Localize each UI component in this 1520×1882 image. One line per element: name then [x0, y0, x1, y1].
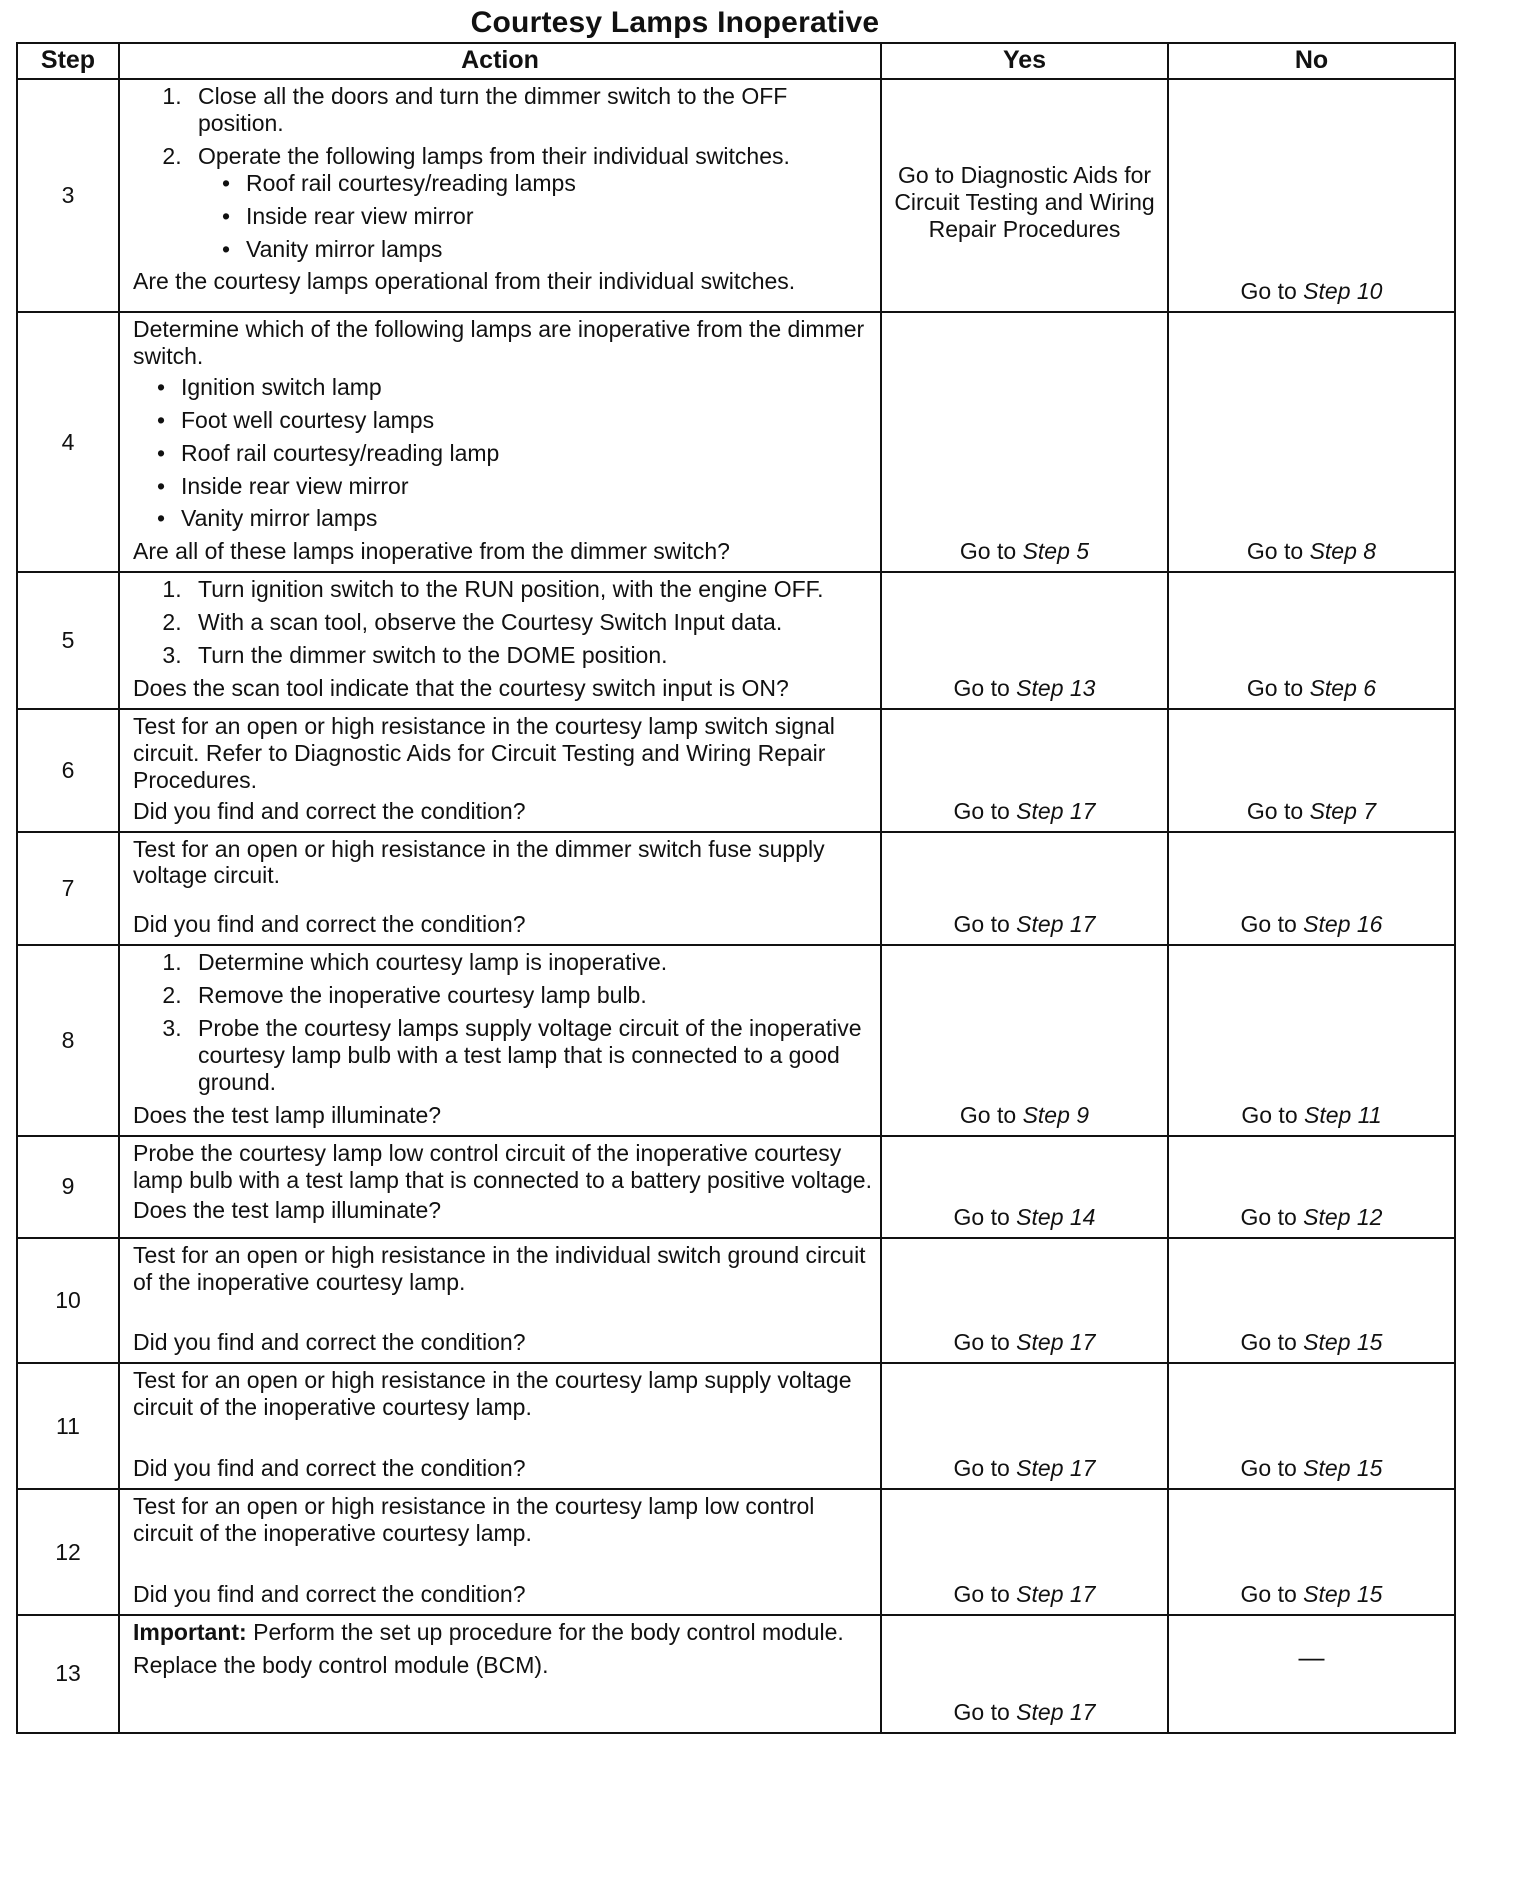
- goto-prefix: Go to: [953, 1329, 1017, 1356]
- action-cell: [119, 312, 881, 572]
- list-item-text: Vanity mirror lamps: [246, 235, 443, 262]
- step-reference: Step 17: [1016, 1580, 1096, 1607]
- no-cell: [1168, 945, 1455, 1135]
- action-cell: [119, 945, 881, 1135]
- header-yes: Yes: [881, 43, 1168, 79]
- list-item-text: Inside rear view mirror: [246, 202, 474, 229]
- table-header-row: [17, 43, 1455, 79]
- step-number: 13: [17, 1615, 119, 1733]
- question-text: Did you find and correct the condition?: [133, 1580, 526, 1607]
- step-number: 5: [17, 572, 119, 709]
- bullet-icon: •: [222, 235, 231, 262]
- action-text: Test for an open or high resistance in the dimmer switch fuse supply voltage circuit.: [133, 835, 825, 889]
- step-reference: Step 17: [1016, 1329, 1096, 1356]
- no-cell: [1168, 572, 1455, 709]
- step-reference: Step 17: [1016, 797, 1096, 824]
- bullet-icon: •: [157, 505, 166, 532]
- table-row: [17, 312, 1455, 572]
- list-item-text: Ignition switch lamp: [181, 373, 382, 400]
- list-item: [133, 440, 872, 467]
- list-item-text: Inside rear view mirror: [181, 472, 409, 499]
- table-row: [17, 1489, 1455, 1615]
- step-number: 6: [17, 709, 119, 832]
- step-reference: Step 17: [1016, 1455, 1096, 1482]
- question-text: Does the scan tool indicate that the courtesy switch input is ON?: [133, 674, 789, 701]
- yes-cell: [881, 945, 1168, 1135]
- step-reference: Step 17: [1016, 1698, 1096, 1725]
- question-text: Does the test lamp illuminate?: [133, 1197, 442, 1224]
- diagnostic-table: [16, 42, 1456, 1734]
- goto-prefix: Go to: [1240, 1455, 1304, 1482]
- list-item-text: Vanity mirror lamps: [181, 505, 378, 532]
- no-cell: [1168, 1489, 1455, 1615]
- no-cell: [1168, 79, 1455, 312]
- table-row: [17, 1238, 1455, 1364]
- bullet-list: [198, 170, 872, 263]
- no-cell: [1168, 1238, 1455, 1364]
- yes-cell: Go to Diagnostic Aids for Circuit Testing and Wiring Repair Procedures: [881, 79, 1168, 312]
- bullet-icon: •: [157, 472, 166, 499]
- bullet-list: [133, 374, 872, 533]
- goto-prefix: Go to: [1241, 1101, 1305, 1128]
- step-reference: Step 14: [1016, 1203, 1096, 1230]
- list-item: 1. Close all the doors and turn the dimmer switch to the OFF position.: [188, 83, 872, 137]
- action-cell: [119, 709, 881, 832]
- no-cell: [1168, 1136, 1455, 1238]
- question-text: Are the courtesy lamps operational from their individual switches.: [133, 268, 796, 295]
- goto-prefix: Go to: [1240, 911, 1304, 938]
- table-row: [17, 79, 1455, 312]
- goto-prefix: Go to: [953, 797, 1017, 824]
- goto-prefix: Go to: [959, 1101, 1023, 1128]
- yes-cell: [881, 572, 1168, 709]
- list-item: 1. Turn ignition switch to the RUN position, with the engine OFF.: [188, 576, 872, 603]
- action-cell: [119, 832, 881, 946]
- step-reference: Step 12: [1303, 1203, 1383, 1230]
- table-row: [17, 1136, 1455, 1238]
- action-cell: [119, 1136, 881, 1238]
- question-text: Did you find and correct the condition?: [133, 1329, 526, 1356]
- table-row: [17, 709, 1455, 832]
- page-title: Courtesy Lamps Inoperative: [470, 6, 880, 39]
- action-cell: [119, 79, 881, 312]
- yes-cell: [881, 1238, 1168, 1364]
- important-note: [133, 1619, 872, 1646]
- goto-prefix: Go to: [1240, 1329, 1304, 1356]
- numbered-list: [133, 83, 872, 262]
- action-text: Test for an open or high resistance in the courtesy lamp switch signal circuit. Refer to Diagnostic Aids for Circuit Testing and Wiring Repair Procedures.: [133, 712, 835, 793]
- important-text: Perform the set up procedure for the body control module.: [246, 1618, 844, 1645]
- step-number: 8: [17, 945, 119, 1135]
- question-text: Does the test lamp illuminate?: [133, 1101, 442, 1128]
- action-text: Probe the courtesy lamp low control circuit of the inoperative courtesy lamp bulb with a test lamp that is connected to a battery positive voltage.: [133, 1139, 872, 1193]
- numbered-list: [133, 949, 872, 1096]
- bullet-icon: •: [157, 439, 166, 466]
- no-cell: —: [1168, 1615, 1455, 1733]
- list-item: 1. Determine which courtesy lamp is inoperative.: [188, 949, 872, 976]
- question-text: Did you find and correct the condition?: [133, 1455, 526, 1482]
- list-item: [198, 236, 872, 263]
- question-text: Did you find and correct the condition?: [133, 797, 526, 824]
- yes-cell: [881, 1136, 1168, 1238]
- step-reference: Step 6: [1309, 674, 1377, 701]
- step-reference: Step 5: [1022, 538, 1090, 565]
- list-item: [188, 143, 872, 263]
- list-item: [198, 203, 872, 230]
- goto-prefix: Go to: [953, 911, 1017, 938]
- list-item: [133, 473, 872, 500]
- step-number: 10: [17, 1238, 119, 1364]
- yes-cell: [881, 832, 1168, 946]
- goto-prefix: Go to: [1240, 1203, 1304, 1230]
- goto-prefix: Go to: [953, 1203, 1017, 1230]
- header-action: Action: [119, 43, 881, 79]
- action-cell: [119, 1238, 881, 1364]
- step-reference: Step 7: [1309, 797, 1377, 824]
- goto-prefix: Go to: [1240, 1580, 1304, 1607]
- bullet-icon: •: [222, 169, 231, 196]
- step-reference: Step 15: [1303, 1329, 1383, 1356]
- step-number: 11: [17, 1363, 119, 1489]
- step-reference: Step 17: [1016, 911, 1096, 938]
- list-item-text: Operate the following lamps from their individual switches.: [198, 142, 790, 169]
- list-item: [133, 505, 872, 532]
- goto-prefix: Go to: [1246, 538, 1310, 565]
- goto-prefix: Go to: [953, 1698, 1017, 1725]
- goto-prefix: Go to: [1246, 674, 1310, 701]
- table-row: [17, 945, 1455, 1135]
- step-reference: Step 13: [1016, 674, 1096, 701]
- list-item: [198, 170, 872, 197]
- action-text: Replace the body control module (BCM).: [133, 1651, 549, 1678]
- no-cell: [1168, 1363, 1455, 1489]
- important-label: Important:: [133, 1618, 247, 1645]
- action-cell: [119, 1363, 881, 1489]
- bullet-icon: •: [157, 406, 166, 433]
- list-item: 2. Remove the inoperative courtesy lamp bulb.: [188, 982, 872, 1009]
- header-step: Step: [17, 43, 119, 79]
- list-item: [133, 407, 872, 434]
- action-cell: [119, 572, 881, 709]
- bullet-icon: •: [222, 202, 231, 229]
- goto-prefix: Go to: [959, 538, 1023, 565]
- no-cell: [1168, 709, 1455, 832]
- step-reference: Step 10: [1303, 278, 1383, 305]
- no-cell: [1168, 312, 1455, 572]
- step-reference: Step 11: [1304, 1101, 1382, 1128]
- goto-prefix: Go to: [953, 674, 1017, 701]
- goto-prefix: Go to: [1240, 278, 1304, 305]
- question-text: Did you find and correct the condition?: [133, 911, 526, 938]
- step-reference: Step 8: [1309, 538, 1377, 565]
- list-item: 2. With a scan tool, observe the Courtesy Switch Input data.: [188, 609, 872, 636]
- list-item: [133, 374, 872, 401]
- yes-cell: [881, 709, 1168, 832]
- yes-cell: [881, 1363, 1168, 1489]
- action-text: Test for an open or high resistance in the courtesy lamp supply voltage circuit of the inoperative courtesy lamp.: [133, 1367, 852, 1421]
- goto-prefix: Go to: [953, 1455, 1017, 1482]
- yes-cell: [881, 312, 1168, 572]
- numbered-list: [133, 576, 872, 669]
- list-item: 3. Probe the courtesy lamps supply voltage circuit of the inoperative courtesy lamp bulb with a test lamp that is connected to a good ground.: [188, 1015, 872, 1096]
- yes-cell: [881, 1615, 1168, 1733]
- step-number: 12: [17, 1489, 119, 1615]
- step-number: 9: [17, 1136, 119, 1238]
- step-reference: Step 15: [1303, 1580, 1383, 1607]
- table-row: [17, 1615, 1455, 1733]
- table-row: [17, 1363, 1455, 1489]
- step-reference: Step 15: [1303, 1455, 1383, 1482]
- question-text: Are all of these lamps inoperative from the dimmer switch?: [133, 538, 730, 565]
- action-cell: [119, 1489, 881, 1615]
- step-number: 4: [17, 312, 119, 572]
- goto-prefix: Go to: [1246, 797, 1310, 824]
- step-number: 7: [17, 832, 119, 946]
- step-reference: Step 9: [1022, 1101, 1090, 1128]
- bullet-icon: •: [157, 373, 166, 400]
- no-cell: [1168, 832, 1455, 946]
- list-item-text: Roof rail courtesy/reading lamp: [181, 439, 500, 466]
- step-number: 3: [17, 79, 119, 312]
- goto-prefix: Go to: [953, 1580, 1017, 1607]
- header-no: No: [1168, 43, 1455, 79]
- table-row: [17, 832, 1455, 946]
- action-text: Test for an open or high resistance in the individual switch ground circuit of the inoperative courtesy lamp.: [133, 1241, 866, 1295]
- action-text: Test for an open or high resistance in the courtesy lamp low control circuit of the inoperative courtesy lamp.: [133, 1493, 815, 1546]
- action-cell: [119, 1615, 881, 1733]
- step-reference: Step 16: [1303, 911, 1383, 938]
- list-item-text: Foot well courtesy lamps: [181, 406, 435, 433]
- list-item: 3. Turn the dimmer switch to the DOME position.: [188, 642, 872, 669]
- action-text: Determine which of the following lamps are inoperative from the dimmer switch.: [133, 316, 865, 369]
- list-item-text: Roof rail courtesy/reading lamps: [246, 169, 576, 196]
- yes-cell: [881, 1489, 1168, 1615]
- table-row: [17, 572, 1455, 709]
